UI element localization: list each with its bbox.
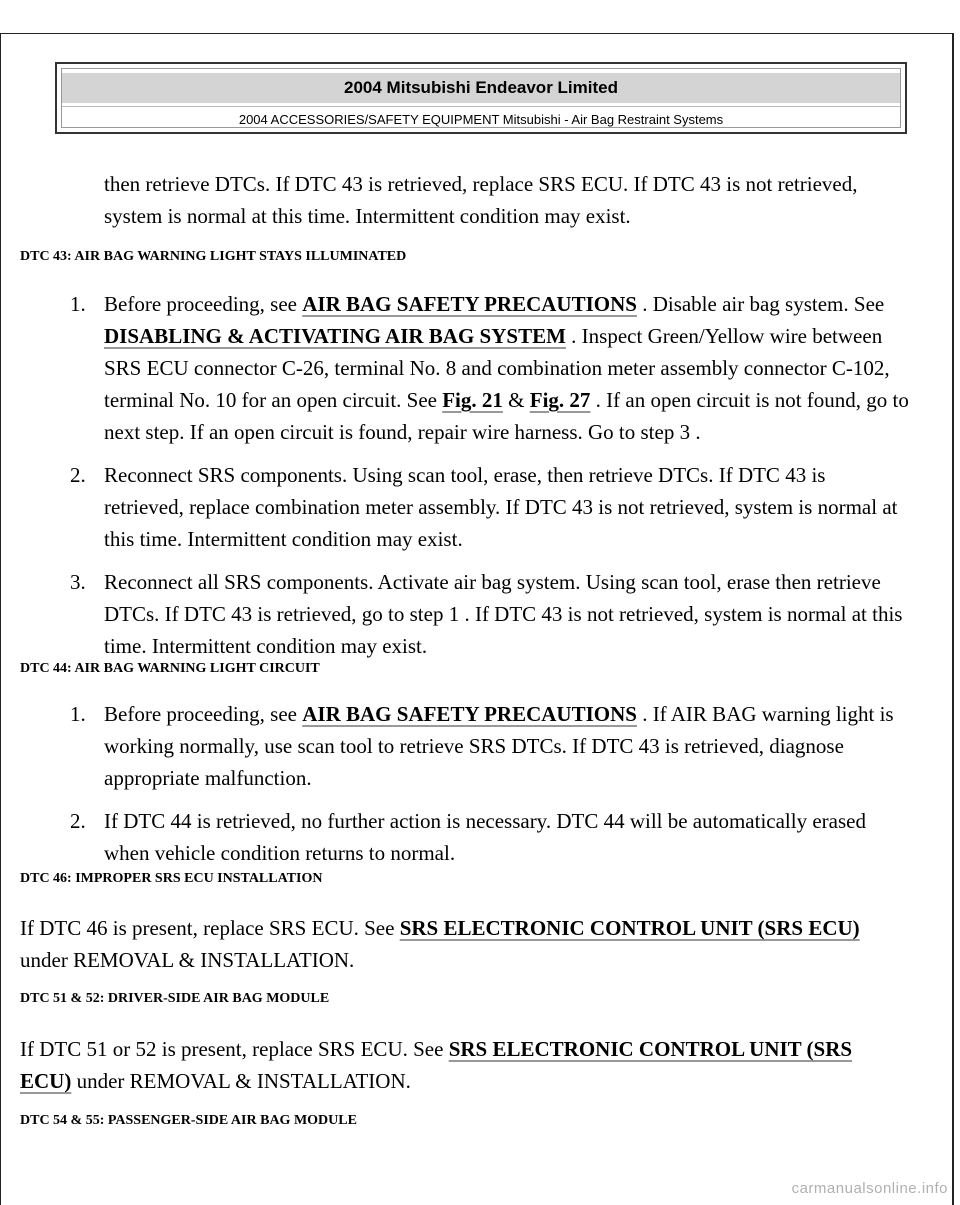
step-text: . Inspect Green/Yellow wire between SRS ECU connector C-26, terminal No. 8 and combination meter assembly connector C-102, terminal No. 10 for an open circuit. See (104, 324, 890, 412)
dtc43-step-2 (70, 459, 910, 555)
step-text: . Disable air bag system. See (636, 292, 885, 316)
dtc46-paragraph (20, 912, 900, 976)
fig-27-link[interactable]: Fig. 27 (529, 388, 591, 412)
dtc51-heading: DTC 51 & 52: DRIVER-SIDE AIR BAG MODULE (20, 991, 330, 1006)
step-number: 1. (70, 702, 86, 726)
para-text: If DTC 51 or 52 is present, replace SRS ECU. See (20, 1037, 449, 1061)
step-number: 3. (70, 570, 86, 594)
header-subtitle: 2004 ACCESSORIES/SAFETY EQUIPMENT Mitsubishi - Air Bag Restraint Systems (62, 106, 900, 133)
dtc46-heading: DTC 46: IMPROPER SRS ECU INSTALLATION (20, 871, 323, 886)
dtc43-steps (70, 288, 910, 673)
disabling-activating-link[interactable]: DISABLING & ACTIVATING AIR BAG SYSTEM (104, 324, 566, 348)
dtc44-heading: DTC 44: AIR BAG WARNING LIGHT CIRCUIT (20, 661, 320, 676)
step-text: & (502, 388, 530, 412)
step-text: Before proceeding, see (104, 292, 303, 316)
para-text: under REMOVAL & INSTALLATION. (71, 1069, 411, 1093)
step-text: If DTC 44 is retrieved, no further action is necessary. DTC 44 will be automatically erased when vehicle condition returns to normal. (104, 809, 866, 865)
dtc44-step-1 (70, 698, 910, 794)
dtc44-step-2 (70, 805, 910, 869)
dtc54-heading: DTC 54 & 55: PASSENGER-SIDE AIR BAG MODULE (20, 1113, 357, 1128)
step-number: 2. (70, 809, 86, 833)
fig-21-link[interactable]: Fig. 21 (442, 388, 503, 412)
step-number: 1. (70, 292, 86, 316)
srs-ecu-link[interactable]: SRS ELECTRONIC CONTROL UNIT (SRS ECU) (399, 916, 860, 940)
step-number: 2. (70, 463, 86, 487)
document-header (55, 62, 907, 134)
dtc43-step-1 (70, 288, 910, 448)
step-text: Reconnect SRS components. Using scan tool, erase, then retrieve DTCs. If DTC 43 is retrieved, replace combination meter assembly. If DTC 43 is not retrieved, system is normal at this time. Intermittent condition may exist. (104, 463, 898, 551)
para-text: If DTC 46 is present, replace SRS ECU. See (20, 916, 400, 940)
srs-ecu-link[interactable]: SRS ELECTRONIC CONTROL UNIT (SRS ECU) (20, 1037, 853, 1093)
para-text: under REMOVAL & INSTALLATION. (20, 948, 355, 972)
step-text: Reconnect all SRS components. Activate air bag system. Using scan tool, erase then retrieve DTCs. If DTC 43 is retrieved, go to step 1 . If DTC 43 is not retrieved, system is normal at this time. Intermittent condition may exist. (104, 570, 903, 658)
header-inner (61, 68, 901, 128)
watermark-text: carmanualsonline.info (791, 1180, 948, 1197)
dtc44-steps (70, 698, 910, 880)
step-text: . If AIR BAG warning light is working normally, use scan tool to retrieve SRS DTCs. If DTC 43 is retrieved, diagnose appropriate malfunction. (104, 702, 894, 790)
step-text: . If an open circuit is not found, go to next step. If an open circuit is found, repair wire harness. Go to step 3 . (104, 388, 909, 444)
dtc51-paragraph (20, 1033, 900, 1097)
intro-paragraph: then retrieve DTCs. If DTC 43 is retrieved, replace SRS ECU. If DTC 43 is not retrieved, system is normal at this time. Intermittent condition may exist. (104, 172, 858, 228)
header-title: 2004 Mitsubishi Endeavor Limited (62, 73, 900, 103)
step-text: Before proceeding, see (104, 702, 303, 726)
dtc43-heading: DTC 43: AIR BAG WARNING LIGHT STAYS ILLUMINATED (20, 249, 407, 264)
air-bag-safety-precautions-link[interactable]: AIR BAG SAFETY PRECAUTIONS (302, 702, 637, 726)
dtc43-step-3 (70, 566, 910, 662)
air-bag-safety-precautions-link[interactable]: AIR BAG SAFETY PRECAUTIONS (302, 292, 637, 316)
